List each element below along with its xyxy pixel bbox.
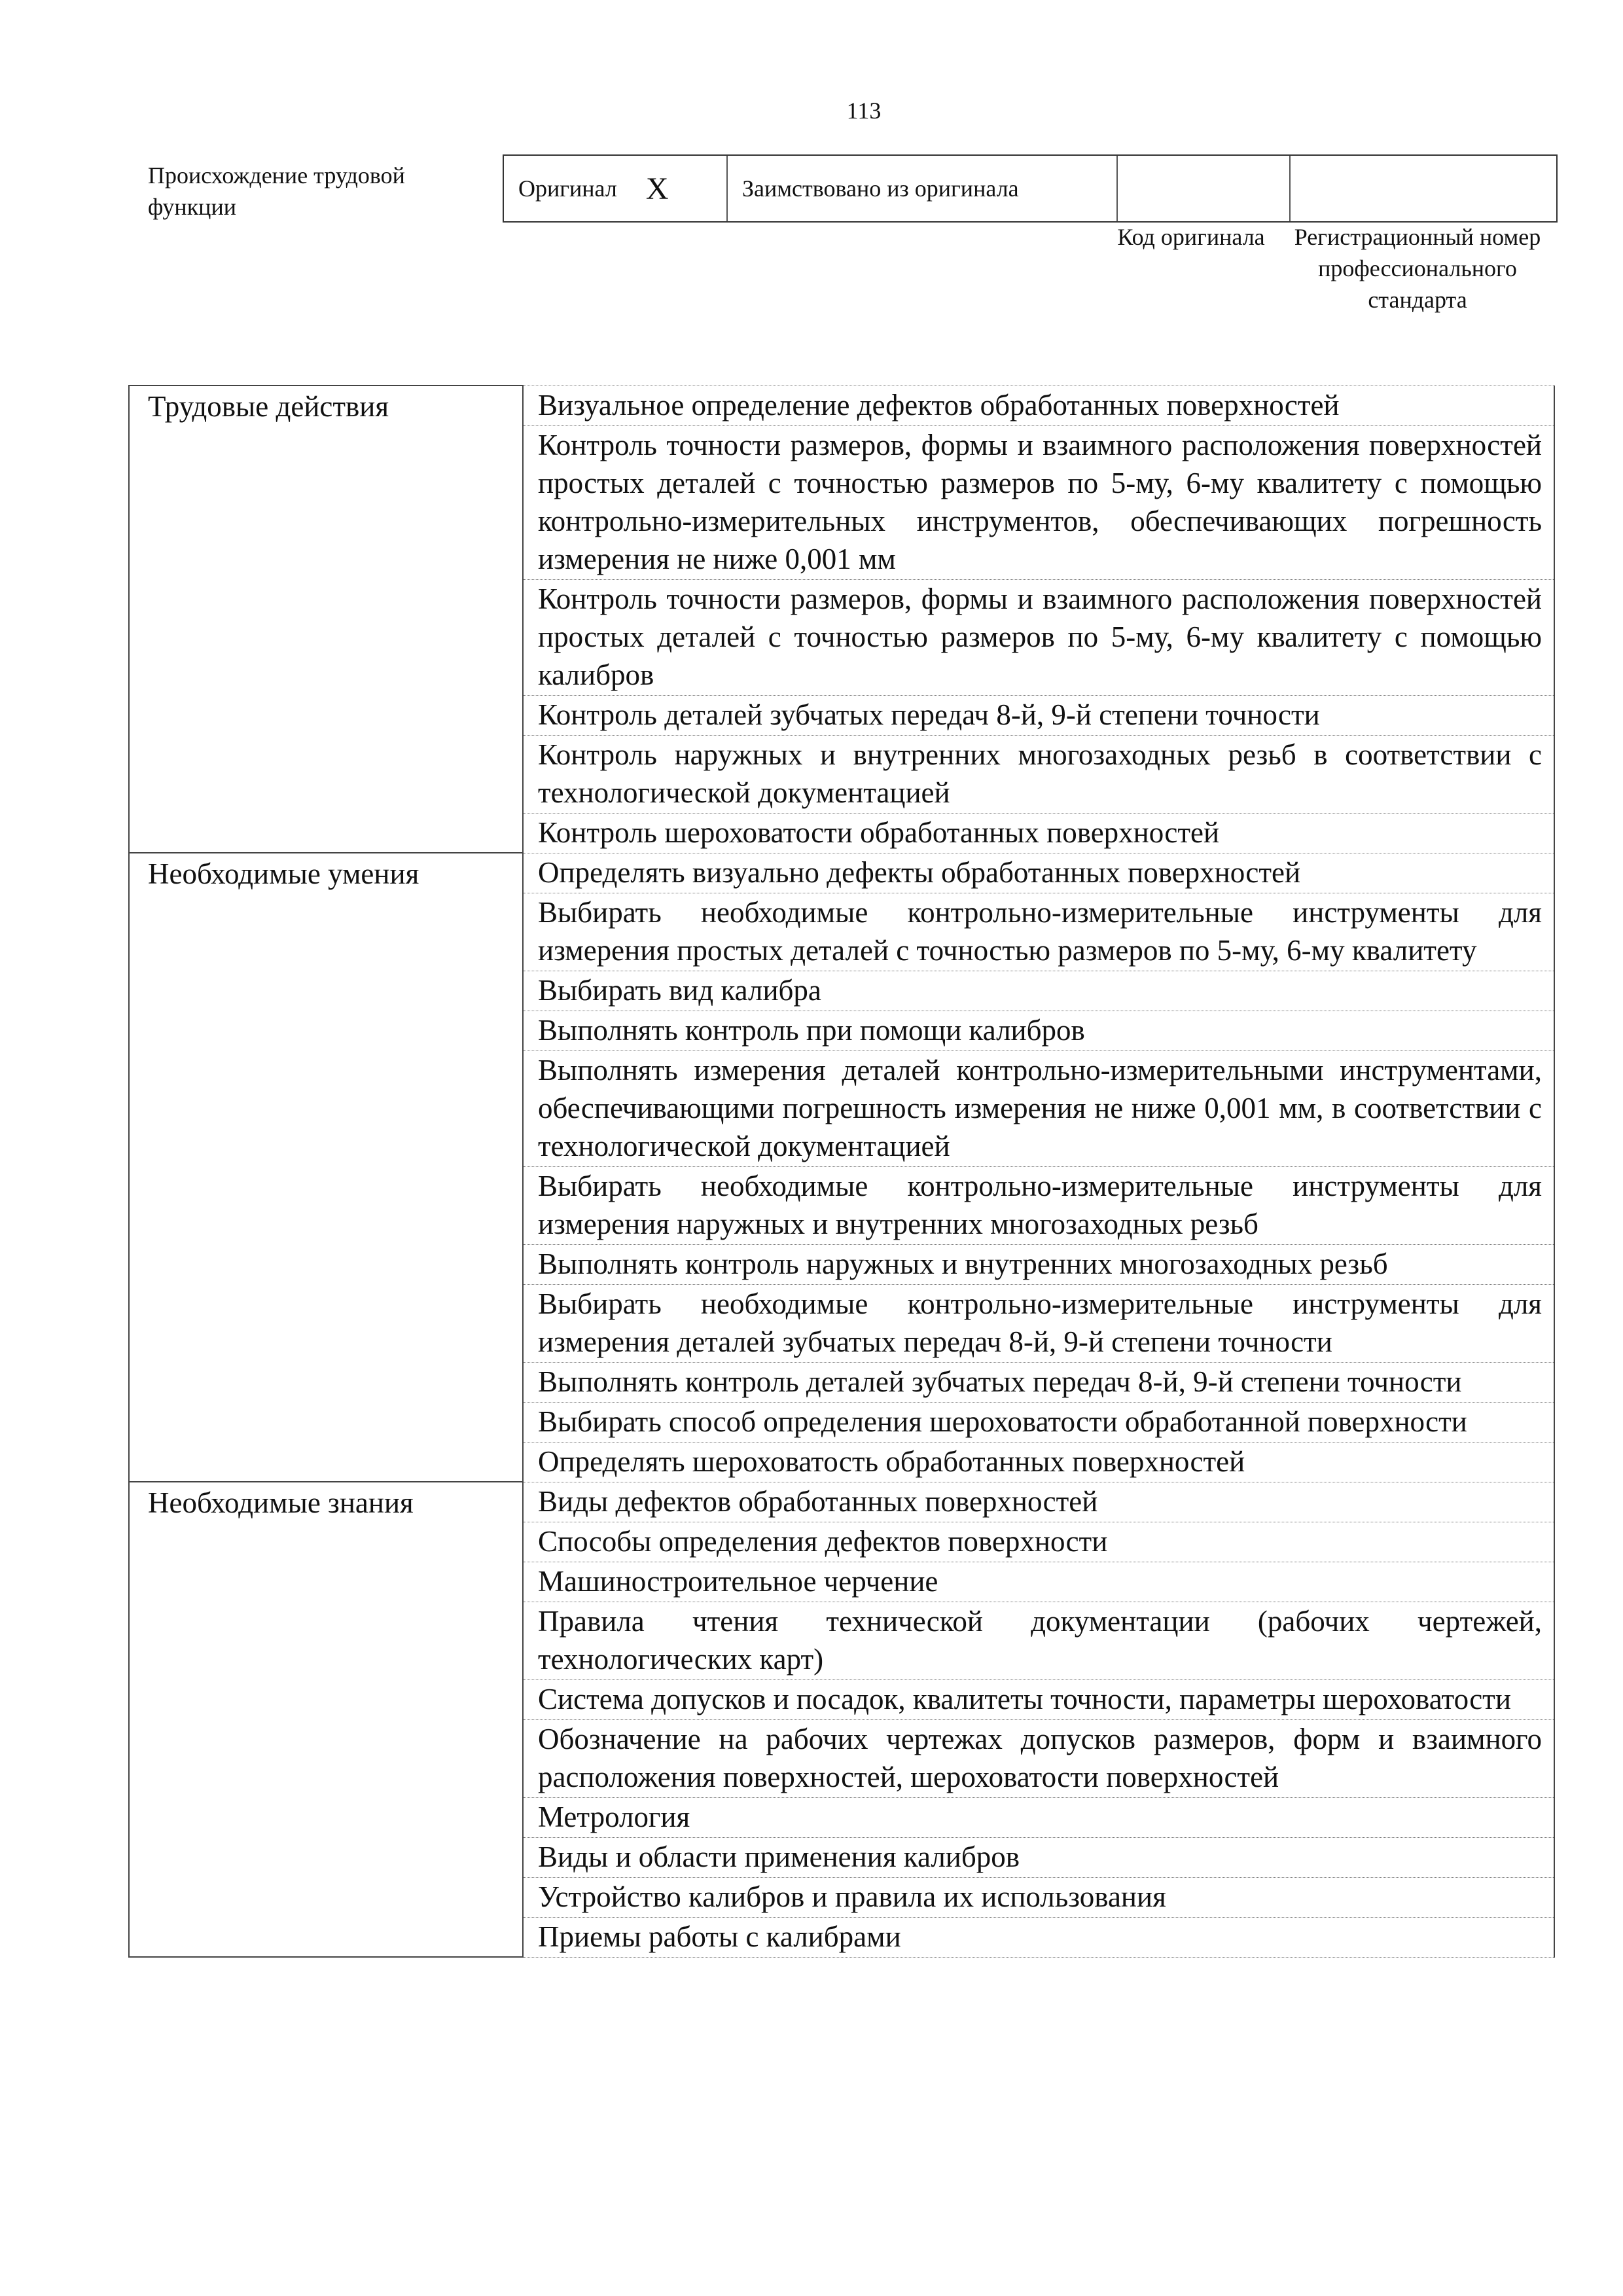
- list-item: Способы определения дефектов поверхности: [523, 1522, 1554, 1562]
- code-caption: Код оригинала: [1117, 224, 1265, 250]
- list-item: Контроль точности размеров, формы и взаимного расположения поверхностей простых деталей с точностью размеров по 5-му, 6-му квалитету с помощью контрольно-измерительных инструментов, обеспечивающих погрешность измерения не ниже 0,001 мм: [523, 425, 1554, 579]
- list-item: Определять визуально дефекты обработанных поверхностей: [523, 853, 1554, 893]
- list-item: Выбирать необходимые контрольно-измерительные инструменты для измерения простых деталей с точностью размеров по 5-му, 6-му квалитету: [523, 893, 1554, 971]
- list-item: Контроль деталей зубчатых передач 8-й, 9-й степени точности: [523, 695, 1554, 735]
- list-item: Выполнять контроль деталей зубчатых передач 8-й, 9-й степени точности: [523, 1362, 1554, 1402]
- list-item: Выбирать способ определения шероховатости обработанной поверхности: [523, 1402, 1554, 1442]
- list-item: Определять шероховатость обработанных поверхностей: [523, 1442, 1554, 1482]
- registration-number-cell: [1291, 156, 1556, 221]
- borrowed-cell: [728, 156, 1118, 221]
- list-item: Контроль шероховатости обработанных поверхностей: [523, 813, 1554, 853]
- list-item: Виды дефектов обработанных поверхностей: [523, 1482, 1554, 1522]
- list-item: Виды и области применения калибров: [523, 1837, 1554, 1877]
- borrowed-label: Заимствовано из оригинала: [742, 175, 1019, 202]
- list-item: Устройство калибров и правила их использования: [523, 1877, 1554, 1917]
- page-number: 113: [846, 98, 882, 124]
- table-row: [129, 853, 1554, 893]
- list-item: Выбирать необходимые контрольно-измерительные инструменты для измерения деталей зубчатых передач 8-й, 9-й степени точности: [523, 1284, 1554, 1362]
- list-item: Выполнять контроль наружных и внутренних многозаходных резьб: [523, 1244, 1554, 1284]
- registration-caption: Регистрационный номер профессионального стандарта: [1294, 224, 1541, 313]
- list-item: Выполнять контроль при помощи калибров: [523, 1011, 1554, 1050]
- section-labor-actions: Трудовые действия: [129, 386, 523, 853]
- list-item: Система допусков и посадок, квалитеты точности, параметры шероховатости: [523, 1679, 1554, 1719]
- list-item: Визуальное определение дефектов обработанных поверхностей: [523, 386, 1554, 425]
- list-item: Машиностроительное черчение: [523, 1562, 1554, 1602]
- original-mark: X: [645, 171, 669, 206]
- original-code-cell: [1118, 156, 1291, 221]
- list-item: Обозначение на рабочих чертежах допусков размеров, форм и взаимного расположения поверхностей, шероховатости поверхностей: [523, 1719, 1554, 1797]
- labor-function-table: [128, 385, 1555, 1958]
- origin-label: Происхождение трудовой функции: [148, 162, 405, 220]
- list-item: Контроль точности размеров, формы и взаимного расположения поверхностей простых деталей с точностью размеров по 5-му, 6-му квалитету с помощью калибров: [523, 579, 1554, 695]
- list-item: Правила чтения технической документации (рабочих чертежей, технологических карт): [523, 1602, 1554, 1679]
- list-item: Выполнять измерения деталей контрольно-измерительными инструментами, обеспечивающими погрешность измерения не ниже 0,001 мм, в соответствии с технологической документацией: [523, 1050, 1554, 1166]
- list-item: Выбирать вид калибра: [523, 971, 1554, 1011]
- section-required-skills: Необходимые умения: [129, 853, 523, 1482]
- table-row: [129, 1482, 1554, 1522]
- list-item: Метрология: [523, 1797, 1554, 1837]
- section-required-knowledge: Необходимые знания: [129, 1482, 523, 1957]
- original-label: Оригинал: [518, 175, 617, 202]
- list-item: Приемы работы с калибрами: [523, 1917, 1554, 1957]
- list-item: Выбирать необходимые контрольно-измерительные инструменты для измерения наружных и внутренних многозаходных резьб: [523, 1166, 1554, 1244]
- list-item: Контроль наружных и внутренних многозаходных резьб в соответствии с технологической документацией: [523, 735, 1554, 813]
- table-row: [129, 386, 1554, 425]
- origin-table: [503, 154, 1558, 223]
- original-cell: [504, 156, 728, 221]
